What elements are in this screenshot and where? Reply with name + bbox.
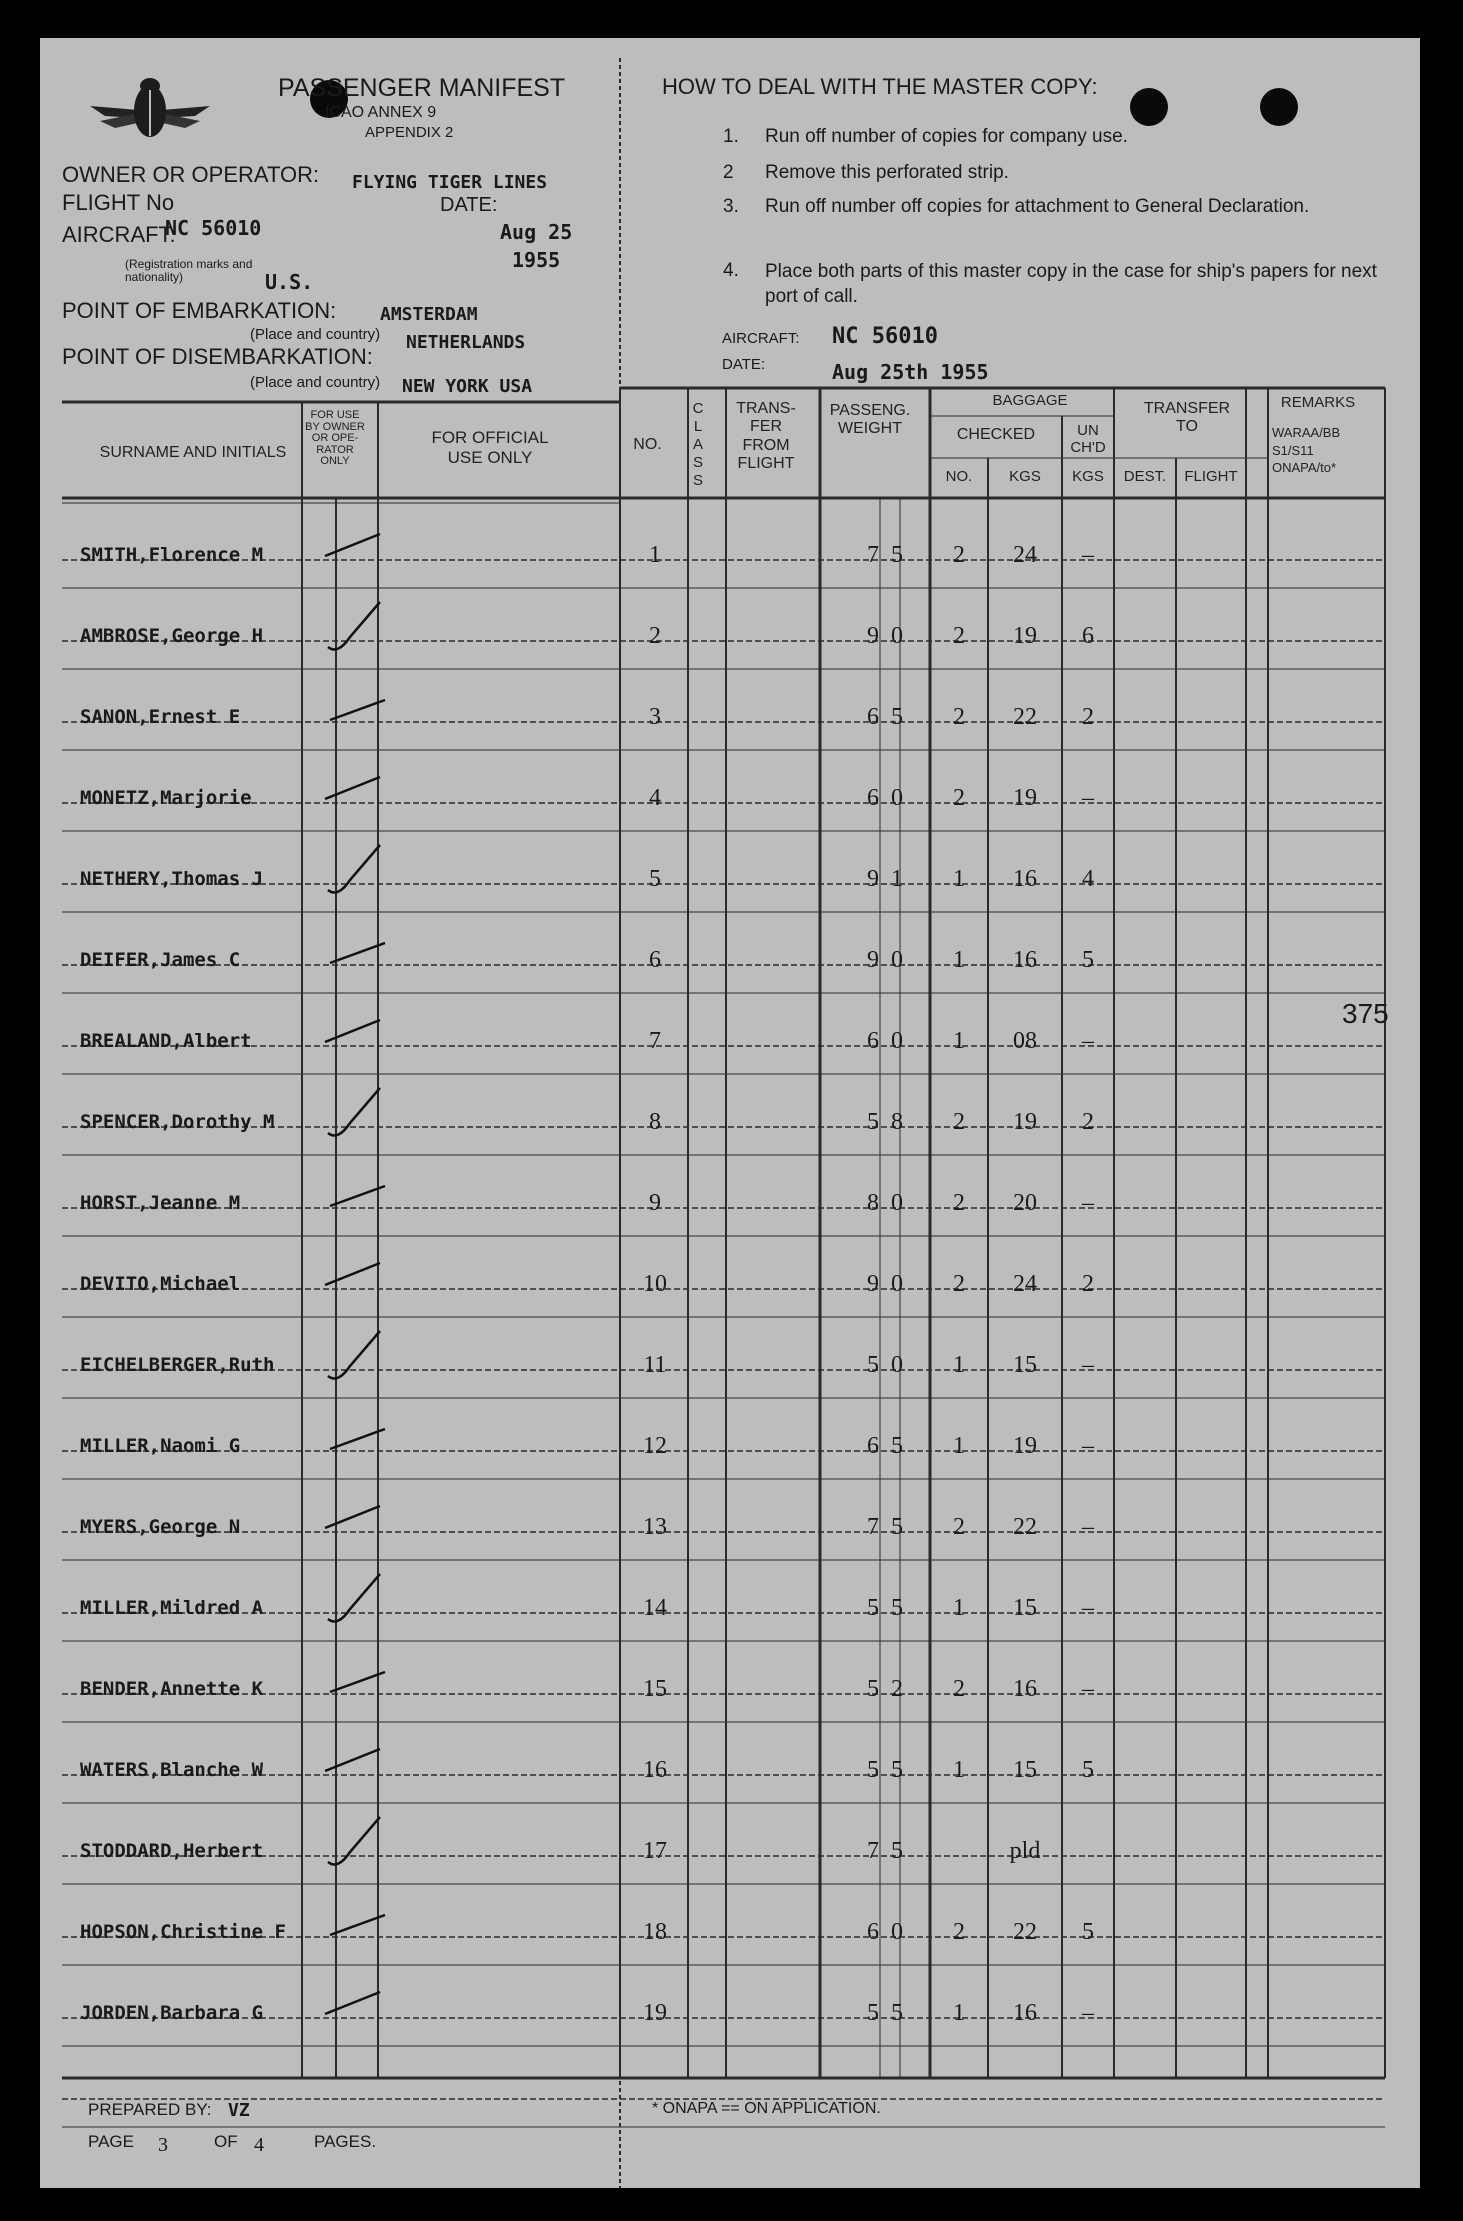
weight-tens: 6	[867, 1919, 879, 1945]
of-label: OF	[214, 2132, 238, 2151]
page-value: 3	[158, 2134, 168, 2156]
passenger-number: 17	[643, 1838, 667, 1864]
owner-label: OWNER OR OPERATOR:	[62, 162, 320, 187]
checkmark-icon	[320, 1326, 400, 1386]
unchecked-kgs: –	[1082, 1433, 1094, 1459]
instruction-4-text: Place both parts of this master copy in the case for ship's papers for next port of call.	[765, 261, 1377, 307]
baggage-kgs: 16	[1013, 947, 1037, 973]
baggage-count: 1	[953, 1352, 965, 1378]
manifest-sheet	[40, 38, 1420, 2188]
passenger-name: MONETZ,Marjorie	[80, 787, 252, 809]
weight-tens: 5	[867, 1109, 879, 1135]
weight-units: 5	[891, 1433, 903, 1459]
header-owner-use: FOR USE BY OWNER OR OPE- RATOR ONLY	[305, 409, 365, 468]
weight-tens: 7	[867, 1838, 879, 1864]
checkmark-icon	[320, 759, 400, 819]
weight-tens: 9	[867, 623, 879, 649]
passenger-number: 3	[649, 704, 661, 730]
checkmark-icon	[320, 1569, 400, 1629]
baggage-kgs: 16	[1013, 2000, 1037, 2026]
baggage-kgs: 22	[1013, 1514, 1037, 1540]
checkmark-icon	[320, 678, 400, 738]
aircraft-value: NC 56010	[165, 216, 262, 240]
baggage-count: 1	[953, 1757, 965, 1783]
weight-tens: 6	[867, 1028, 879, 1054]
weight-units: 5	[891, 542, 903, 568]
passenger-name: SPENCER,Dorothy M	[80, 1111, 275, 1133]
baggage-count: 2	[953, 1514, 965, 1540]
owner-value: FLYING TIGER LINES	[352, 172, 548, 193]
passenger-number: 10	[643, 1271, 667, 1297]
instruction-4-number: 4.	[723, 260, 739, 281]
passenger-name: NETHERY,Thomas J	[80, 868, 264, 890]
header-transfer-from: TRANS- FER FROM FLIGHT	[736, 400, 796, 473]
weight-tens: 9	[867, 1271, 879, 1297]
embarkation-country-label: (Place and country)	[250, 326, 381, 343]
weight-tens: 5	[867, 1757, 879, 1783]
weight-tens: 5	[867, 1595, 879, 1621]
date-value-line2: 1955	[512, 248, 561, 272]
baggage-count: 1	[953, 947, 965, 973]
header-passeng-weight: PASSENG. WEIGHT	[829, 402, 911, 438]
page-label: PAGE	[88, 2132, 134, 2151]
unchecked-kgs: 5	[1082, 1757, 1094, 1783]
passenger-number: 5	[649, 866, 661, 892]
header-no: NO.	[633, 436, 662, 453]
weight-units: 0	[891, 1352, 903, 1378]
checkmark-icon	[320, 1083, 400, 1143]
instruction-3-number: 3.	[723, 196, 739, 217]
checkmark-icon	[320, 1245, 400, 1305]
baggage-count: 2	[953, 785, 965, 811]
unchecked-kgs: 2	[1082, 1271, 1094, 1297]
passenger-number: 12	[643, 1433, 667, 1459]
date-value-line1: Aug 25	[500, 220, 573, 244]
weight-units: 0	[891, 1271, 903, 1297]
weight-tens: 6	[867, 1433, 879, 1459]
unchecked-kgs: 5	[1082, 947, 1094, 973]
prepared-by-label: PREPARED BY:	[88, 2100, 212, 2119]
passenger-name: MILLER,Naomi G	[80, 1435, 241, 1457]
checkmark-icon	[320, 597, 400, 657]
weight-tens: 5	[867, 1676, 879, 1702]
passenger-name: AMBROSE,George H	[80, 625, 264, 647]
baggage-kgs: 20	[1013, 1190, 1037, 1216]
unchecked-kgs: –	[1082, 1514, 1094, 1540]
passenger-number: 14	[643, 1595, 667, 1621]
baggage-count: 1	[953, 1028, 965, 1054]
weight-tens: 7	[867, 1514, 879, 1540]
baggage-kgs: 15	[1013, 1595, 1037, 1621]
passenger-name: MYERS,George N	[80, 1516, 241, 1538]
baggage-count: 2	[953, 542, 965, 568]
baggage-count: 1	[953, 866, 965, 892]
passenger-name: DEIFER,James C	[80, 949, 241, 971]
baggage-count: 2	[953, 1676, 965, 1702]
date-value-right: Aug 25th 1955	[832, 360, 989, 384]
checkmark-icon	[320, 516, 400, 576]
baggage-count: 2	[953, 623, 965, 649]
passenger-number: 8	[649, 1109, 661, 1135]
baggage-kgs: 19	[1013, 1109, 1037, 1135]
unchecked-kgs: –	[1082, 1190, 1094, 1216]
weight-units: 5	[891, 1514, 903, 1540]
baggage-count: 1	[953, 1595, 965, 1621]
unchecked-kgs: 6	[1082, 623, 1094, 649]
baggage-kgs: 19	[1013, 1433, 1037, 1459]
unchecked-kgs: 5	[1082, 1919, 1094, 1945]
header-transfer-to: TRANSFER TO	[1143, 400, 1231, 436]
passenger-number: 15	[643, 1676, 667, 1702]
header-baggage: BAGGAGE	[992, 392, 1068, 409]
passenger-number: 13	[643, 1514, 667, 1540]
checkmark-icon	[320, 1650, 400, 1710]
baggage-kgs: 22	[1013, 704, 1037, 730]
weight-units: 2	[891, 1676, 903, 1702]
passenger-number: 2	[649, 623, 661, 649]
header-unchd-kgs: KGS	[1072, 468, 1104, 485]
passenger-name: HOPSON,Christine F	[80, 1921, 286, 1943]
weight-units: 0	[891, 785, 903, 811]
passenger-name: SANON,Ernest E	[80, 706, 241, 728]
prepared-by-value: VZ	[228, 2100, 250, 2121]
passenger-name: MILLER,Mildred A	[80, 1597, 264, 1619]
baggage-kgs: pld	[1009, 1838, 1041, 1864]
margin-note: 375	[1342, 998, 1389, 1029]
instruction-1-text: Run off number of copies for company use.	[765, 126, 1128, 147]
passenger-number: 1	[649, 542, 661, 568]
baggage-count: 2	[953, 1271, 965, 1297]
passenger-number: 6	[649, 947, 661, 973]
passenger-name: SMITH,Florence M	[80, 544, 264, 566]
date-label: DATE:	[440, 194, 498, 216]
embarkation-country-value: NETHERLANDS	[406, 332, 526, 353]
weight-tens: 7	[867, 542, 879, 568]
weight-tens: 6	[867, 704, 879, 730]
weight-units: 0	[891, 1028, 903, 1054]
unchecked-kgs: –	[1082, 1676, 1094, 1702]
passenger-number: 4	[649, 785, 661, 811]
baggage-count: 2	[953, 1919, 965, 1945]
checkmark-icon	[320, 840, 400, 900]
weight-tens: 8	[867, 1190, 879, 1216]
baggage-kgs: 16	[1013, 866, 1037, 892]
embarkation-value: AMSTERDAM	[380, 304, 478, 325]
form-title: PASSENGER MANIFEST	[278, 74, 566, 102]
baggage-kgs: 15	[1013, 1757, 1037, 1783]
baggage-kgs: 24	[1013, 1271, 1037, 1297]
checkmark-icon	[320, 1407, 400, 1467]
weight-units: 0	[891, 947, 903, 973]
header-checked: CHECKED	[956, 426, 1036, 443]
date-label-right: DATE:	[722, 356, 766, 373]
header-dest: DEST.	[1123, 468, 1167, 485]
instructions-title: HOW TO DEAL WITH THE MASTER COPY:	[662, 74, 1098, 99]
checkmark-icon	[320, 1893, 400, 1953]
instruction-3-text: Run off number off copies for attachment to General Declaration.	[765, 196, 1310, 217]
checkmark-icon	[320, 1812, 400, 1872]
weight-units: 5	[891, 1757, 903, 1783]
header-flight: FLIGHT	[1184, 468, 1238, 485]
registration-label: (Registration marks and nationality)	[125, 257, 253, 285]
baggage-count: 2	[953, 704, 965, 730]
checkmark-icon	[320, 1731, 400, 1791]
passenger-number: 18	[643, 1919, 667, 1945]
embarkation-label: POINT OF EMBARKATION:	[62, 298, 337, 323]
header-checked-no: NO.	[945, 468, 973, 485]
header-remarks: REMARKS	[1280, 394, 1356, 411]
aircraft-label-right: AIRCRAFT:	[722, 330, 800, 347]
passenger-name: DEVITO,Michael	[80, 1273, 241, 1295]
header-remarks-sub: WARAA/BB S1/S11 ONAPA/to*	[1272, 425, 1341, 476]
weight-tens: 6	[867, 785, 879, 811]
passenger-number: 7	[649, 1028, 661, 1054]
weight-units: 0	[891, 1190, 903, 1216]
unchecked-kgs: 2	[1082, 1109, 1094, 1135]
weight-units: 5	[891, 1595, 903, 1621]
flight-label: FLIGHT No	[62, 190, 175, 215]
baggage-kgs: 19	[1013, 785, 1037, 811]
appendix: APPENDIX 2	[365, 124, 454, 141]
passenger-number: 16	[643, 1757, 667, 1783]
of-value: 4	[254, 2134, 264, 2156]
baggage-count: 1	[953, 1433, 965, 1459]
header-unchd: UN CH'D	[1070, 422, 1106, 457]
header-official-use: FOR OFFICIAL USE ONLY	[431, 428, 549, 467]
passenger-number: 19	[643, 2000, 667, 2026]
onapa-note: * ONAPA == ON APPLICATION.	[652, 2100, 881, 2117]
baggage-count: 1	[953, 2000, 965, 2026]
disembarkation-country-label: (Place and country)	[250, 374, 381, 391]
passenger-name: EICHELBERGER,Ruth	[80, 1354, 275, 1376]
instruction-2-text: Remove this perforated strip.	[765, 162, 1009, 183]
unchecked-kgs: –	[1082, 785, 1094, 811]
weight-units: 8	[891, 1109, 903, 1135]
instruction-1-number: 1.	[723, 126, 739, 147]
baggage-kgs: 24	[1013, 542, 1037, 568]
header-checked-kgs: KGS	[1009, 468, 1041, 485]
passenger-name: HORST,Jeanne M	[80, 1192, 241, 1214]
weight-units: 5	[891, 704, 903, 730]
passenger-number: 11	[643, 1352, 667, 1378]
baggage-kgs: 15	[1013, 1352, 1037, 1378]
disembarkation-label: POINT OF DISEMBARKATION:	[62, 344, 373, 369]
nationality-value: U.S.	[265, 270, 314, 294]
checkmark-icon	[320, 1002, 400, 1062]
checkmark-icon	[320, 1974, 400, 2034]
passenger-number: 9	[649, 1190, 661, 1216]
baggage-kgs: 16	[1013, 1676, 1037, 1702]
passenger-name: JORDEN,Barbara G	[80, 2002, 264, 2024]
unchecked-kgs: 4	[1082, 866, 1094, 892]
pages-label: PAGES.	[314, 2132, 377, 2151]
weight-units: 0	[891, 623, 903, 649]
baggage-kgs: 22	[1013, 1919, 1037, 1945]
checkmark-icon	[320, 921, 400, 981]
passenger-name: BENDER,Annette K	[80, 1678, 264, 1700]
baggage-count: 2	[953, 1190, 965, 1216]
weight-tens: 5	[867, 2000, 879, 2026]
weight-units: 0	[891, 1919, 903, 1945]
weight-units: 5	[891, 2000, 903, 2026]
unchecked-kgs: –	[1082, 1595, 1094, 1621]
checkmark-icon	[320, 1488, 400, 1548]
unchecked-kgs: 2	[1082, 704, 1094, 730]
baggage-kgs: 19	[1013, 623, 1037, 649]
checkmark-icon	[320, 1164, 400, 1224]
passenger-name: STODDARD,Herbert	[80, 1840, 264, 1862]
aircraft-label: AIRCRAFT:	[62, 222, 176, 247]
weight-tens: 9	[867, 866, 879, 892]
icao-annex: ICAO ANNEX 9	[325, 104, 437, 121]
header-surname: SURNAME AND INITIALS	[99, 444, 287, 461]
weight-tens: 5	[867, 1352, 879, 1378]
weight-tens: 9	[867, 947, 879, 973]
disembarkation-value: NEW YORK USA	[402, 376, 533, 397]
passenger-name: BREALAND,Albert	[80, 1030, 252, 1052]
unchecked-kgs: –	[1082, 2000, 1094, 2026]
weight-units: 5	[891, 1838, 903, 1864]
baggage-count: 2	[953, 1109, 965, 1135]
instruction-2-number: 2	[723, 162, 734, 183]
unchecked-kgs: –	[1082, 1352, 1094, 1378]
aircraft-value-right: NC 56010	[832, 324, 938, 349]
baggage-kgs: 08	[1013, 1028, 1037, 1054]
unchecked-kgs: –	[1082, 542, 1094, 568]
weight-units: 1	[891, 866, 903, 892]
header-class: C L A S S	[692, 400, 704, 489]
passenger-name: WATERS,Blanche W	[80, 1759, 264, 1781]
unchecked-kgs: –	[1082, 1028, 1094, 1054]
